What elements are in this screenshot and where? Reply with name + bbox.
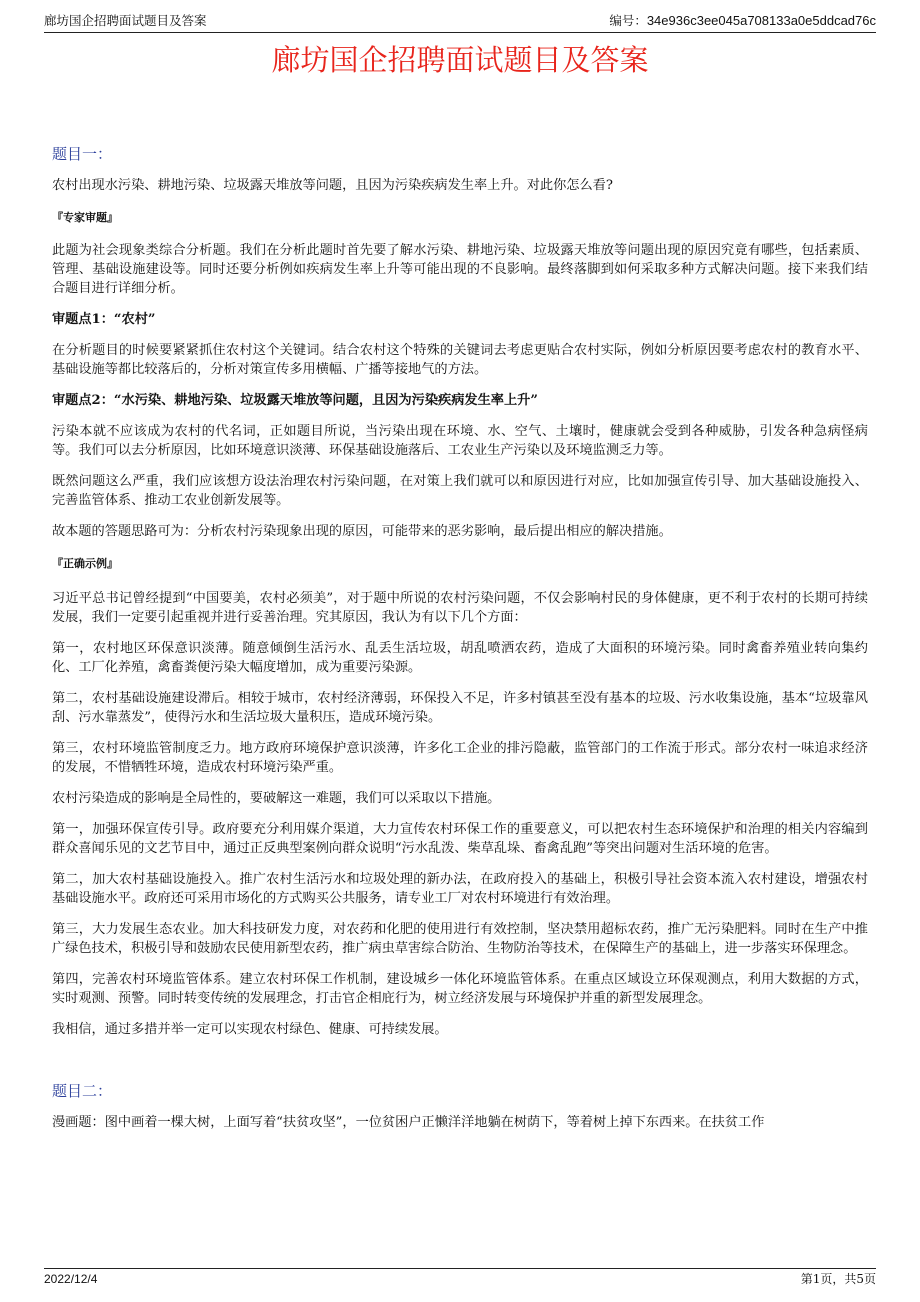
answer-paragraph: 我相信，通过多措并举一定可以实现农村绿色、健康、可持续发展。 xyxy=(52,1022,448,1037)
header-code-label: 编号： xyxy=(609,13,647,28)
question-1-text: 农村出现水污染、耕地污染、垃圾露天堆放等问题，且因为污染疾病发生率上升。对此你怎么看? xyxy=(52,178,613,193)
expert-review-text: 此题为社会现象类综合分析题。我们在分析此题时首先要了解水污染、耕地污染、垃圾露天堆放等问题出现的原因究竟有哪些，包括素质、管理、基础设施建设等。同时还要分析例如疾病发生率上升等可能出现的不良影响。最终落脚到如何采取多种方式解决问题。接下来我们结合题目进行详细分析。 xyxy=(52,243,868,296)
page-title: 廊坊国企招聘面试题目及答案 xyxy=(271,43,649,77)
header-doc-code xyxy=(609,10,876,32)
review-point-1-text: 在分析题目的时候要紧紧抓住农村这个关键词。结合农村这个特殊的关键词去考虑更贴合农村实际，例如分析原因要考虑农村的教育水平、基础设施等都比较落后的，分析对策宣传多用横幅、广播等接地气的方法。 xyxy=(52,343,868,377)
footer-date: 2022/12/4 xyxy=(44,1272,98,1286)
question-2-heading: 题目二： xyxy=(52,1082,113,1100)
answer-paragraph: 第二，加大农村基础设施投入。推广农村生活污水和垃圾处理的新办法，在政府投入的基础上，积极引导社会资本流入农村建设，增强农村基础设施水平。政府还可采用市场化的方式购买公共服务，请专业工厂对农村环境进行有效治理。 xyxy=(52,872,868,906)
footer-page-number: 第1页，共5页 xyxy=(800,1272,876,1286)
review-point-2-title: 审题点2：“水污染、耕地污染、垃圾露天堆放等问题，且因为污染疾病发生率上升” xyxy=(52,393,538,408)
review-point-2-text-2: 既然问题这么严重，我们应该想方设法治理农村污染问题，在对策上我们就可以和原因进行对应，比如加强宣传引导、加大基础设施投入、完善监管体系、推动工农业创新发展等。 xyxy=(52,474,868,508)
answer-paragraph: 第二，农村基础设施建设滞后。相较于城市，农村经济薄弱，环保投入不足，许多村镇甚至没有基本的垃圾、污水收集设施，基本“垃圾靠风刮、污水靠蒸发”，使得污水和生活垃圾大量积压，造成环境污染。 xyxy=(52,691,868,725)
header-code-value: 34e936c3ee045a708133a0e5ddcad76c xyxy=(646,13,876,28)
answer-paragraph: 第四，完善农村环境监管体系。建立农村环保工作机制，建设城乡一体化环境监管体系。在重点区域设立环保观测点，利用大数据的方式，实时观测、预警。同时转变传统的发展理念，打击官企相庇行为，树立经济发展与环境保护并重的新型发展理念。 xyxy=(52,972,868,1006)
answer-paragraph: 第一，加强环保宣传引导。政府要充分利用媒介渠道，大力宣传农村环保工作的重要意义，可以把农村生态环境保护和治理的相关内容编到群众喜闻乐见的文艺节目中，通过正反典型案例向群众说明“污水乱泼、柴草乱垛、畜禽乱跑”等突出问题对生活环境的危害。 xyxy=(52,822,868,856)
question-2-text: 漫画题：图中画着一棵大树，上面写着“扶贫攻坚”，一位贫困户正懒洋洋地躺在树荫下，等着树上掉下东西来。在扶贫工作 xyxy=(52,1115,765,1130)
answer-paragraph: 农村污染造成的影响是全局性的，要破解这一难题，我们可以采取以下措施。 xyxy=(52,791,501,806)
answer-paragraph: 第一，农村地区环保意识淡薄。随意倾倒生活污水、乱丢生活垃圾，胡乱喷洒农药，造成了大面积的环境污染。同时禽畜养殖业转向集约化、工厂化养殖，禽畜粪便污染大幅度增加，成为重要污染源。 xyxy=(52,641,868,675)
question-1-heading: 题目一： xyxy=(52,145,113,163)
header-doc-title: 廊坊国企招聘面试题目及答案 xyxy=(44,13,207,28)
example-label: 『正确示例』 xyxy=(52,557,118,570)
page-footer xyxy=(44,1268,876,1289)
review-point-2-text-3: 故本题的答题思路可为：分析农村污染现象出现的原因，可能带来的恶劣影响，最后提出相应的解决措施。 xyxy=(52,524,672,539)
answer-paragraph: 习近平总书记曾经提到“中国要美，农村必须美”，对于题中所说的农村污染问题，不仅会影响村民的身体健康，更不利于农村的长期可持续发展，我们一定要引起重视并进行妥善治理。究其原因，我认为有以下几个方面： xyxy=(52,591,868,625)
review-point-1-title: 审题点1：“农村” xyxy=(52,312,156,327)
review-point-2-text-1: 污染本就不应该成为农村的代名词，正如题目所说，当污染出现在环境、水、空气、土壤时，健康就会受到各种威胁，引发各种急病怪病等。我们可以去分析原因，比如环境意识淡薄、环保基础设施落后、工农业生产污染以及环境监测乏力等。 xyxy=(52,424,868,458)
answer-paragraph: 第三，大力发展生态农业。加大科技研发力度，对农药和化肥的使用进行有效控制，坚决禁用超标农药，推广无污染肥料。同时在生产中推广绿色技术，积极引导和鼓励农民使用新型农药，推广病虫草害综合防治、生物防治等技术，在保障生产的基础上，进一步落实环保理念。 xyxy=(52,922,868,956)
expert-review-label: 『专家审题』 xyxy=(52,211,118,224)
document-body xyxy=(52,140,868,1132)
page-header xyxy=(44,10,876,33)
answer-paragraph: 第三，农村环境监管制度乏力。地方政府环境保护意识淡薄，许多化工企业的排污隐蔽，监管部门的工作流于形式。部分农村一味追求经济的发展，不惜牺牲环境，造成农村环境污染严重。 xyxy=(52,741,868,775)
